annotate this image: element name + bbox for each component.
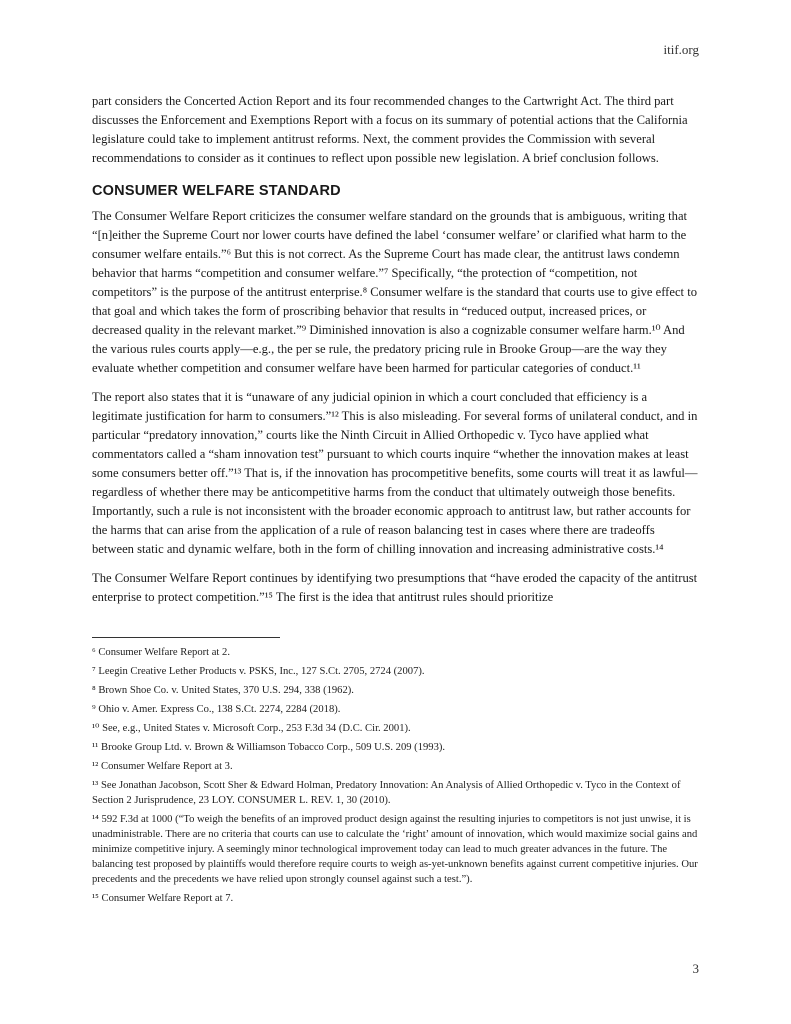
body-paragraph-1: The Consumer Welfare Report criticizes the consumer welfare standard on the grounds that is ambiguous, writing that “[n]either the Supreme Court nor lower courts have defined the label ‘consumer welfare’ or clarified what harm to the consumer welfare entails.”⁶ But this is not correct. As the Supreme Court has made clear, the antitrust laws condemn behavior that harms “competition and consumer welfare.”⁷ Specifically, “the protection of “competition, not competitors” is the purpose of the antitrust enterprise.⁸ Consumer welfare is the standard that courts use to give effect to that goal and which takes the form of proscribing behavior that results in “reduced output, increased prices, or decreased quality in the relevant market.”⁹ Diminished innovation is also a cognizable consumer welfare harm.¹⁰ And the various rules courts apply—e.g., the per se rule, the predatory pricing rule in Brooke Group—are the way they evaluate whether competition and consumer welfare have been harmed for particular categories of conduct.¹¹: [92, 209, 697, 375]
footnote-15: ¹⁵ Consumer Welfare Report at 7.: [92, 893, 234, 904]
footnotes: [92, 645, 702, 910]
footnote-7: ⁷ Leegin Creative Lether Products v. PSKS, Inc., 127 S.Ct. 2705, 2724 (2007).: [92, 666, 425, 677]
footnote-12: ¹² Consumer Welfare Report at 3.: [92, 761, 233, 772]
footnote-11: ¹¹ Brooke Group Ltd. v. Brown & Williamson Tobacco Corp., 509 U.S. 209 (1993).: [92, 742, 446, 753]
site-header: itif.org: [663, 42, 699, 57]
intro-paragraph: part considers the Concerted Action Report and its four recommended changes to the Cartwright Act. The third part discusses the Enforcement and Exemptions Report with a focus on its summary of potential actions that the California legislature could take to implement antitrust reforms. Next, the comment provides the Commission with several recommendations to consider as it continues to reflect upon possible new legislation. A brief conclusion follows.: [92, 94, 688, 165]
footnote-13: ¹³ See Jonathan Jacobson, Scott Sher & Edward Holman, Predatory Innovation: An Analysis of Allied Orthopedic v. Tyco in the Context of Section 2 Jurisprudence, 23 LOY. CONSUMER L. REV. 1, 30 (2010).: [92, 780, 681, 806]
body-paragraph-3: The Consumer Welfare Report continues by identifying two presumptions that “have eroded the capacity of the antitrust enterprise to protect competition.”¹⁵ The first is the idea that antitrust rules should prioritize: [92, 571, 698, 604]
body-content: [92, 92, 699, 617]
footnote-6: ⁶ Consumer Welfare Report at 2.: [92, 647, 230, 658]
body-paragraph-2: The report also states that it is “unaware of any judicial opinion in which a court concluded that efficiency is a legitimate justification for harm to consumers.”¹² This is also misleading. For several forms of unilateral conduct, and in particular “predatory innovation,” courts like the Ninth Circuit in Allied Orthopedic v. Tyco have applied what commentators called a “sham innovation test” pursuant to which courts inquire “whether the innovation makes at least some consumers better off.”¹³ That is, if the innovation has procompetitive benefits, some courts will treat it as lawful—regardless of whether there may be anticompetitive harms from the conduct that ultimately outweigh those benefits. Importantly, such a rule is not inconsistent with the broader economic approach to antitrust law, but rather accounts for the harms that can arise from the application of a rule of reason balancing test in cases where there are tradeoffs between static and dynamic welfare, both in the form of chilling innovation and increasing administrative costs.¹⁴: [92, 390, 698, 556]
footnote-8: ⁸ Brown Shoe Co. v. United States, 370 U.S. 294, 338 (1962).: [92, 685, 354, 696]
footnote-10: ¹⁰ See, e.g., United States v. Microsoft Corp., 253 F.3d 34 (D.C. Cir. 2001).: [92, 723, 411, 734]
footnote-14: ¹⁴ 592 F.3d at 1000 (“To weigh the benefits of an improved product design against the resulting injuries to competitors is not just unwise, it is unadministrable. There are no criteria that courts can use to calculate the ‘right’ amount of innovation, which would maximize social gains and minimize competitive injury. A seemingly minor technological improvement today can lead to much greater advances in the future. The balancing test proposed by plaintiffs would therefore require courts to weigh as-yet-unknown benefits against current competitive injuries. Our precedents and the precedents we have relied upon strongly counsel against such a test.”).: [92, 814, 698, 885]
footnote-divider: [92, 637, 280, 638]
page-number: 3: [692, 961, 699, 976]
section-heading: CONSUMER WELFARE STANDARD: [92, 183, 341, 199]
footnote-9: ⁹ Ohio v. Amer. Express Co., 138 S.Ct. 2274, 2284 (2018).: [92, 704, 341, 715]
